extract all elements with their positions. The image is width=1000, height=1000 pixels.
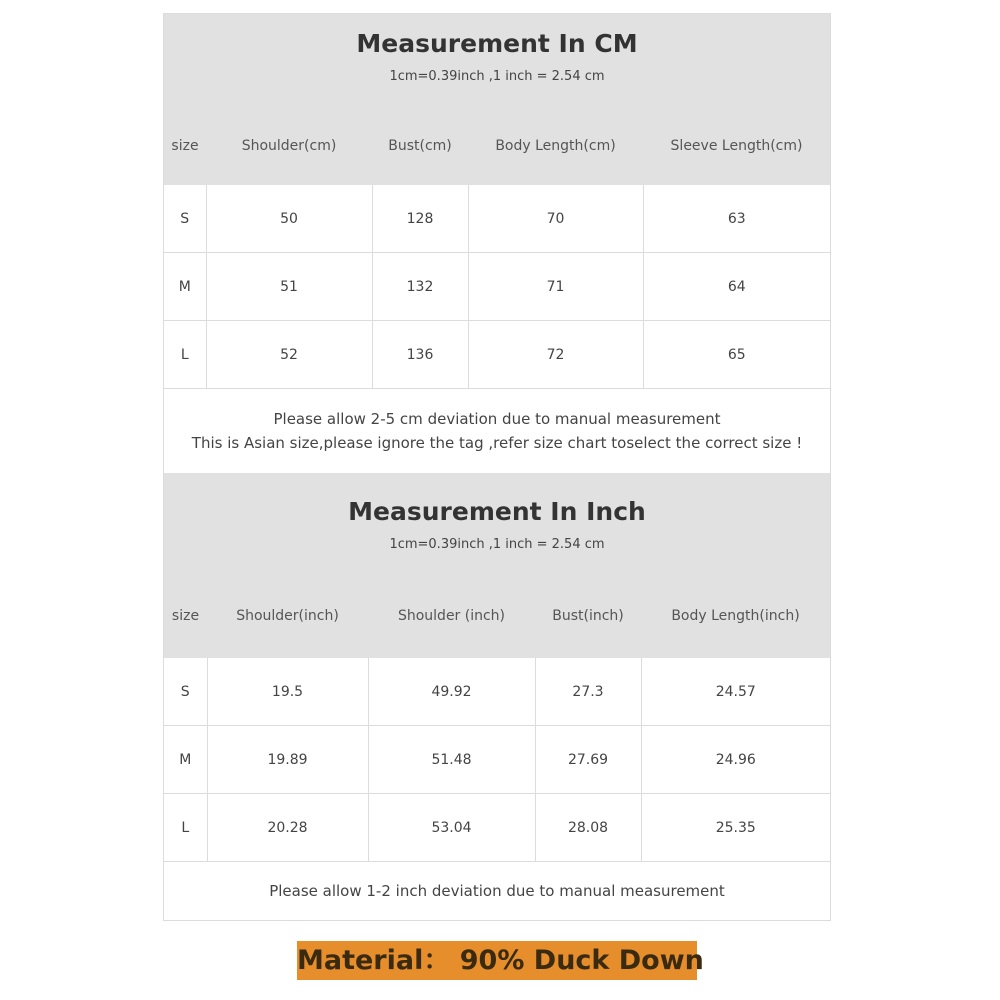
inch-table bbox=[164, 658, 830, 862]
table-row bbox=[164, 726, 830, 794]
size-cell: M bbox=[164, 253, 206, 321]
column-header-body-length: Body Length(inch) bbox=[671, 608, 800, 624]
inch-deviation-note: Please allow 1-2 inch deviation due to manual measurement bbox=[269, 882, 725, 900]
size-cell: L bbox=[164, 321, 206, 389]
inch-column-headers bbox=[164, 599, 830, 633]
table-row bbox=[164, 658, 830, 726]
shoulder-cell: 50 bbox=[206, 185, 372, 253]
shoulder-cell: 51 bbox=[206, 253, 372, 321]
column-header-bust: Bust(cm) bbox=[388, 138, 452, 154]
cm-title: Measurement In CM bbox=[356, 29, 638, 58]
cm-deviation-line: Please allow 2-5 cm deviation due to manual measurement bbox=[273, 410, 721, 428]
cm-section-header bbox=[164, 14, 830, 185]
sleeve-length-cell: 64 bbox=[643, 253, 830, 321]
bust-cell: 27.69 bbox=[535, 726, 641, 794]
body-length-cell: 71 bbox=[468, 253, 643, 321]
shoulder-2-cell: 53.04 bbox=[368, 794, 535, 862]
column-header-shoulder: Shoulder(inch) bbox=[236, 608, 339, 624]
sleeve-length-cell: 63 bbox=[643, 185, 830, 253]
size-chart bbox=[163, 13, 831, 921]
column-header-size: size bbox=[171, 608, 200, 624]
shoulder-cell: 19.89 bbox=[207, 726, 368, 794]
shoulder-cell: 52 bbox=[206, 321, 372, 389]
body-length-cell: 72 bbox=[468, 321, 643, 389]
size-cell: L bbox=[164, 794, 207, 862]
sleeve-length-cell: 65 bbox=[643, 321, 830, 389]
column-header-body-length: Body Length(cm) bbox=[495, 138, 616, 154]
inch-conversion-note: 1cm=0.39inch ,1 inch = 2.54 cm bbox=[389, 537, 605, 552]
bust-cell: 27.3 bbox=[535, 658, 641, 726]
table-row bbox=[164, 253, 830, 321]
table-row bbox=[164, 794, 830, 862]
body-length-cell: 70 bbox=[468, 185, 643, 253]
column-header-bust: Bust(inch) bbox=[552, 608, 624, 624]
body-length-cell: 24.57 bbox=[641, 658, 830, 726]
body-length-cell: 25.35 bbox=[641, 794, 830, 862]
cm-deviation-note bbox=[164, 389, 830, 473]
cm-table bbox=[164, 185, 830, 389]
bust-cell: 128 bbox=[372, 185, 468, 253]
column-header-shoulder-2: Shoulder (inch) bbox=[397, 608, 506, 624]
cm-column-headers bbox=[164, 129, 830, 163]
size-cell: S bbox=[164, 185, 206, 253]
column-header-sleeve-length: Sleeve Length(cm) bbox=[670, 138, 803, 154]
shoulder-cell: 19.5 bbox=[207, 658, 368, 726]
inch-title: Measurement In Inch bbox=[348, 497, 646, 526]
shoulder-2-cell: 51.48 bbox=[368, 726, 535, 794]
size-cell: M bbox=[164, 726, 207, 794]
bust-cell: 28.08 bbox=[535, 794, 641, 862]
bust-cell: 136 bbox=[372, 321, 468, 389]
column-header-size: size bbox=[171, 138, 199, 154]
inch-section-header bbox=[164, 473, 830, 658]
shoulder-2-cell: 49.92 bbox=[368, 658, 535, 726]
bust-cell: 132 bbox=[372, 253, 468, 321]
asian-size-line: This is Asian size,please ignore the tag ,refer size chart toselect the correct size ! bbox=[191, 434, 803, 452]
shoulder-cell: 20.28 bbox=[207, 794, 368, 862]
column-header-shoulder: Shoulder(cm) bbox=[241, 138, 337, 154]
table-row bbox=[164, 185, 830, 253]
table-row bbox=[164, 321, 830, 389]
body-length-cell: 24.96 bbox=[641, 726, 830, 794]
material-banner: Material： 90% Duck Down bbox=[297, 941, 697, 980]
size-cell: S bbox=[164, 658, 207, 726]
cm-conversion-note: 1cm=0.39inch ,1 inch = 2.54 cm bbox=[389, 69, 605, 84]
